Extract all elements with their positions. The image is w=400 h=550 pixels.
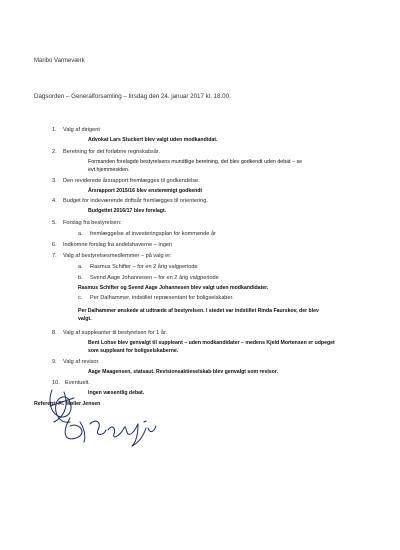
sub-item-text: fremlæggelse af investeringsplan for kommende år bbox=[90, 231, 216, 237]
item-text: Valg af dirigent bbox=[63, 127, 100, 133]
item-note: Per Dalhammer ønskede at udtræde af bestyrelsen. I stedet var indstillet Rinda Faurskov, der blev bbox=[78, 308, 319, 314]
item-text: Budget for indeværende driftsår fremlægges til orientering. bbox=[63, 198, 208, 204]
item-number: 5. bbox=[52, 220, 57, 226]
item-note: Bent Lohse blev genvalgt til suppleant – uden modkandidater – medens Kjeld Mortensen er udpeget bbox=[88, 340, 335, 346]
item-note: Advokat Lars Stuckert blev valgt uden modkandidat. bbox=[88, 137, 218, 143]
item-number: 8. bbox=[52, 330, 57, 336]
item-number: 10. bbox=[52, 380, 60, 386]
item-number: 1. bbox=[52, 127, 57, 133]
sub-letter: a. bbox=[78, 264, 83, 270]
item-number: 2. bbox=[52, 149, 57, 155]
item-note: Budgettet 2016/17 blev forelagt. bbox=[88, 208, 167, 214]
item-number: 9. bbox=[52, 359, 57, 365]
item-text: Forslag fra bestyrelsen: bbox=[63, 220, 122, 226]
organization-name: Maribo Varmeværk bbox=[34, 58, 85, 64]
item-note: valgt. bbox=[78, 316, 92, 322]
referent-line: Referent: Fl. Møller Jensen bbox=[34, 401, 101, 407]
item-note: Årsrapport 2015/16 blev enstemmigt godkendt bbox=[88, 188, 203, 194]
sub-letter: a. bbox=[78, 231, 83, 237]
item-note: Formanden forelagde bestyrelsens mundtlige beretning, det blev godkendt uden debat – se bbox=[88, 159, 303, 165]
item-note: Rasmus Schifter og Svend Aage Johannesen blev valgt uden modkandidater. bbox=[78, 285, 269, 291]
sub-item-text: Rasmus Schifter – for en 2 årig valgperiode bbox=[90, 264, 198, 270]
item-number: 7. bbox=[52, 253, 57, 259]
item-note: Ingen væsentlig debat. bbox=[88, 390, 145, 396]
item-note: evt.hjemmesiden. bbox=[88, 167, 130, 173]
item-number: 4. bbox=[52, 198, 57, 204]
item-number: 3. bbox=[52, 178, 57, 184]
sub-letter: c. bbox=[78, 295, 83, 301]
item-number: 6. bbox=[52, 242, 57, 248]
agenda-title: Dagsorden – Generalforsamling – tirsdag den 24. januar 2017 kl. 18.00. bbox=[34, 93, 231, 100]
item-text: Valg af bestyrelsesmedlemmer – på valg er: bbox=[63, 253, 172, 259]
handwritten-signature bbox=[40, 378, 170, 458]
item-text: Valg af revisor. bbox=[63, 359, 100, 365]
sub-item-text: Per Dalhammer, indstillet repræsentant for boligselskaber. bbox=[90, 295, 234, 301]
item-text: Beretning for det forløbne regnskabsår. bbox=[63, 149, 161, 155]
item-text: Eventuelt. bbox=[65, 380, 90, 386]
sub-letter: b. bbox=[78, 275, 83, 281]
sub-item-text: Svend Aage Johannesen – for en 2 årig valgperiode bbox=[90, 275, 219, 281]
item-text: Valg af suppleanter til bestyrelsen for 1 år. bbox=[63, 330, 168, 336]
item-note: Aage Maagensen, statsaut. Revisionsaktieselskab blev genvalgt som revisor. bbox=[88, 369, 278, 375]
item-text: Den reviderede årsrapport fremlægges til godkendelse. bbox=[63, 178, 200, 184]
item-text: Indkomne forslag fra andelshaverne – ingen bbox=[63, 242, 173, 248]
item-note: som suppleant for boligselskaberne. bbox=[88, 348, 179, 354]
